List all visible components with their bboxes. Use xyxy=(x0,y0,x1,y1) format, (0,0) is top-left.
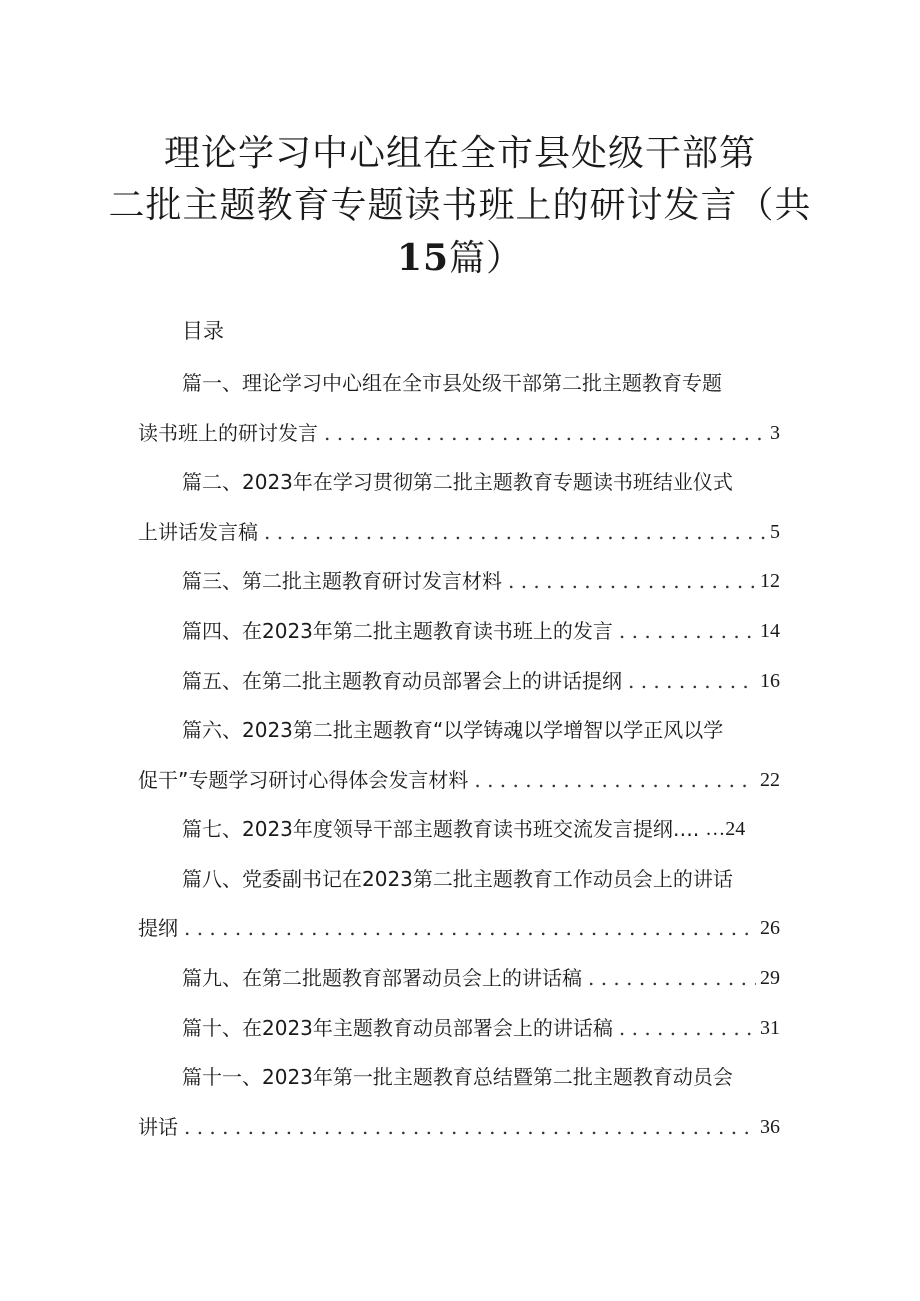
toc-entry-text: 上讲话发言稿 xyxy=(138,520,258,544)
toc-entry-2-line-1[interactable]: 篇二、2023年在学习贯彻第二批主题教育专题读书班结业仪式 xyxy=(182,470,733,494)
toc-dot-leader xyxy=(582,963,756,993)
toc-heading: 目录 xyxy=(182,319,224,343)
toc-page-number: 31 xyxy=(760,1017,780,1039)
toc-dot-leader xyxy=(258,517,766,547)
toc-entry-text: 促干”专题学习研讨心得体会发言材料 xyxy=(138,768,469,792)
toc-page-number: 3 xyxy=(770,422,780,444)
toc-entry-text: 篇四、在2023年第二批主题教育读书班上的发言 xyxy=(182,619,613,643)
toc-entry-8-line-1[interactable]: 篇八、党委副书记在2023第二批主题教育工作动员会上的讲话 xyxy=(182,867,733,891)
toc-dot-leader xyxy=(318,418,766,448)
toc-entry-1-line-1[interactable]: 篇一、理论学习中心组在全市县处级干部第二批主题教育专题 xyxy=(182,371,722,395)
toc-entry-1-line-2[interactable] xyxy=(138,418,780,448)
toc-dot-leader xyxy=(468,765,756,795)
toc-page-number: 14 xyxy=(760,620,780,642)
toc-entry-text: 提纲 xyxy=(138,916,178,940)
title-count-suffix: 篇） xyxy=(449,238,524,279)
toc-entry-11-line-1[interactable]: 篇十一、2023年第一批主题教育总结暨第二批主题教育动员会 xyxy=(182,1065,733,1089)
toc-page-number: 12 xyxy=(760,570,780,592)
toc-page-number: 5 xyxy=(770,521,780,543)
document-title-line-1: 理论学习中心组在全市县处级干部第 xyxy=(163,133,756,174)
toc-entry-3[interactable] xyxy=(182,566,780,596)
toc-entry-text: 读书班上的研讨发言 xyxy=(138,421,318,445)
toc-entry-2-line-2[interactable] xyxy=(138,517,780,547)
toc-entry-7[interactable] xyxy=(182,814,780,844)
toc-entry-text: 篇三、第二批主题教育研讨发言材料 xyxy=(182,569,502,593)
toc-entry-11-line-2[interactable] xyxy=(138,1112,780,1142)
toc-entry-text: 篇五、在第二批主题教育动员部署会上的讲话提纲 xyxy=(182,669,622,693)
toc-entry-6-line-2[interactable] xyxy=(138,765,780,795)
toc-dot-leader xyxy=(613,1013,756,1043)
toc-page-number: …24 xyxy=(705,818,746,840)
toc-entry-text: 篇七、2023年度领导干部主题教育读书班交流发言提纲…. xyxy=(182,817,700,841)
title-count-number: 15 xyxy=(396,237,450,279)
toc-dot-leader xyxy=(622,666,756,696)
toc-page-number: 26 xyxy=(760,917,780,939)
document-title-line-2: 二批主题教育专题读书班上的研讨发言（共 xyxy=(108,185,812,226)
toc-entry-text: 讲话 xyxy=(138,1115,178,1139)
toc-dot-leader xyxy=(178,913,756,943)
toc-entry-6-line-1[interactable]: 篇六、2023第二批主题教育“以学铸魂以学增智以学正风以学 xyxy=(182,718,724,742)
toc-dot-leader xyxy=(613,616,756,646)
toc-page-number: 22 xyxy=(760,769,780,791)
document-title-line-3 xyxy=(120,232,800,285)
toc-entry-text: 篇九、在第二批题教育部署动员会上的讲话稿 xyxy=(182,966,582,990)
toc-entry-5[interactable] xyxy=(182,666,780,696)
toc-entry-text: 篇十、在2023年主题教育动员部署会上的讲话稿 xyxy=(182,1016,613,1040)
toc-dot-leader xyxy=(178,1112,756,1142)
toc-entry-8-line-2[interactable] xyxy=(138,913,780,943)
toc-page-number: 29 xyxy=(760,967,780,989)
toc-dot-leader xyxy=(502,566,756,596)
toc-page-number: 36 xyxy=(760,1116,780,1138)
toc-entry-4[interactable] xyxy=(182,616,780,646)
toc-entry-9[interactable] xyxy=(182,963,780,993)
toc-page-number: 16 xyxy=(760,670,780,692)
toc-entry-10[interactable] xyxy=(182,1013,780,1043)
